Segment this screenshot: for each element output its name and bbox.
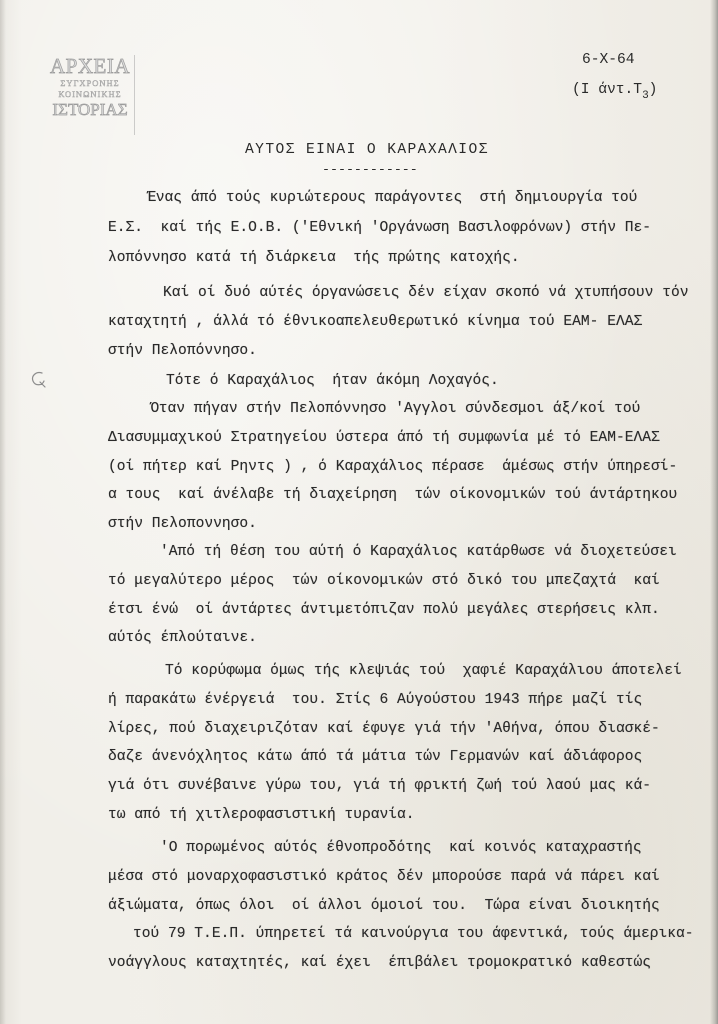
text-line: έτσι ένώ οί άντάρτες άντιμετόπιζαν πολύ μεγάλες στερήσεις κλπ.	[108, 601, 660, 618]
text-line: Όταν πήγαν στήν Πελοπόννησο 'Αγγλοι σύνδεσμοι άξ/κοί τού	[150, 401, 641, 417]
paragraph-6	[108, 657, 708, 830]
text-line: στήν Πελοπόννησο.	[108, 342, 257, 359]
text-line: νοάγγλους καταχτητές, καί έχει έπιβάλει τρομοκρατικό καθεστώς	[108, 955, 651, 972]
document-reference	[572, 81, 657, 100]
archive-stamp	[46, 55, 135, 135]
text-line: 'Από τή θέση του αύτή ό Καραχάλιος κατάρθωσε νά διοχετεύσει	[160, 544, 677, 560]
paragraph-5	[108, 538, 708, 653]
stamp-line-3: ΚΟΙΝΩΝΙΚΗΣ	[58, 88, 122, 99]
document-date: 6-X-64	[582, 52, 635, 68]
text-line: (οί πήτερ καί Ρηντς ) , ό Καραχάλιος πέρασε άμέσως στήν ύπηρεσί-	[108, 458, 678, 475]
text-line: δαζε άνενόχλητος κάτω άπό τά μάτια τών Γερμανών καί άδιάφορος	[108, 749, 643, 766]
paragraph-7	[108, 834, 708, 978]
margin-pencil-mark	[28, 368, 50, 390]
text-line: άξιώματα, όπως όλοι οί άλλοι όμοιοί του. Τώρα είναι διοικητής	[108, 897, 660, 914]
text-line: λίρες, πού διαχειριζόταν καί έφυγε γιά τήν 'Αθήνα, όπου διασκέ-	[108, 720, 660, 737]
text-line: στήν Πελοποννησο.	[108, 516, 257, 533]
paper-right-edge	[710, 0, 718, 1024]
stamp-line-4: ΙΣΤΟΡΙΑΣ	[52, 100, 128, 119]
text-line: Διασυμμαχικού Στρατηγείου ύστερα άπό τή συμφωνία μέ τό ΕΑΜ-ΕΛΑΣ	[108, 429, 660, 446]
text-line: καταχτητή , άλλά τό έθνικοαπελευθερωτικό κίνημα τού ΕΑΜ- ΕΛΑΣ	[108, 313, 643, 330]
text-line: ή παρακάτω ένέργειά του. Στίς 6 Αύγούστου 1943 πήρε μαζί τίς	[108, 691, 643, 708]
paragraph-4	[108, 395, 708, 539]
text-line: Τό κορύφωμα όμως τής κλεψιάς τού χαφιέ Καραχάλιου άποτελεί	[165, 663, 682, 679]
stamp-line-2: ΣΥΓΧΡΟΝΗΣ	[60, 78, 120, 88]
stamp-line-1: ΑΡΧΕΙΑ	[50, 54, 130, 78]
text-line: Ε.Σ. καί τής Ε.Ο.Β. ('Εθνική 'Οργάνωση Βασιλοφρόνων) στήν Πε-	[108, 220, 651, 236]
text-line: 'Ο πορωμένος αύτός έθνοπροδότης καί κοινός καταχραστής	[160, 840, 642, 856]
paragraph-3	[108, 367, 708, 396]
text-line: λοπόννησο κατά τή διάρκεια τής πρώτης κατοχής.	[108, 250, 520, 266]
text-line: Ένας άπό τούς κυριώτερους παράγοντες στή δημιουργία τού	[147, 190, 638, 206]
text-line: μέσα στό μοναρχοφασιστικό κράτος δέν μπορούσε παρά νά πάρει καί	[108, 868, 660, 885]
text-line: γιά ότι συνέβαινε γύρω του, γιά τή φρικτή ζωή τού λαού μας κά-	[108, 778, 651, 795]
text-line: α τους καί άνέλαβε τή διαχείρηση τών οίκονομικών τού άντάρτηκου	[108, 487, 678, 504]
text-line: αύτός έπλούταινε.	[108, 630, 257, 647]
text-line: Καί οί δυό αύτές όργανώσεις δέν είχαν σκοπό νά χτυπήσουν τόν	[163, 285, 689, 301]
reference-subscript: 3	[642, 90, 649, 102]
title-underline: ------------	[322, 162, 418, 177]
paragraph-2	[108, 279, 708, 365]
text-line: τω από τή χιτλεροφασιστική τυρανία.	[108, 806, 415, 823]
text-line: τό μεγαλύτερο μέρος τών οίκονομικών στό δικό του μπεζαχτά καί	[108, 572, 660, 589]
paper-left-edge	[0, 0, 6, 1024]
reference-prefix: (I άντ.Τ	[572, 82, 643, 98]
text-line: τού 79 Τ.Ε.Π. ύπηρετεί τά καινούργια του άφεντικά, τούς άμερικα-	[133, 926, 694, 943]
document-title: ΑΥΤΟΣ ΕΙΝΑΙ Ο ΚΑΡΑΧΑΛΙΟΣ	[245, 142, 489, 158]
paragraph-1	[108, 183, 708, 273]
reference-suffix: )	[648, 82, 658, 98]
text-line: Τότε ό Καραχάλιος ήταν άκόμη Λοχαγός.	[166, 373, 499, 389]
